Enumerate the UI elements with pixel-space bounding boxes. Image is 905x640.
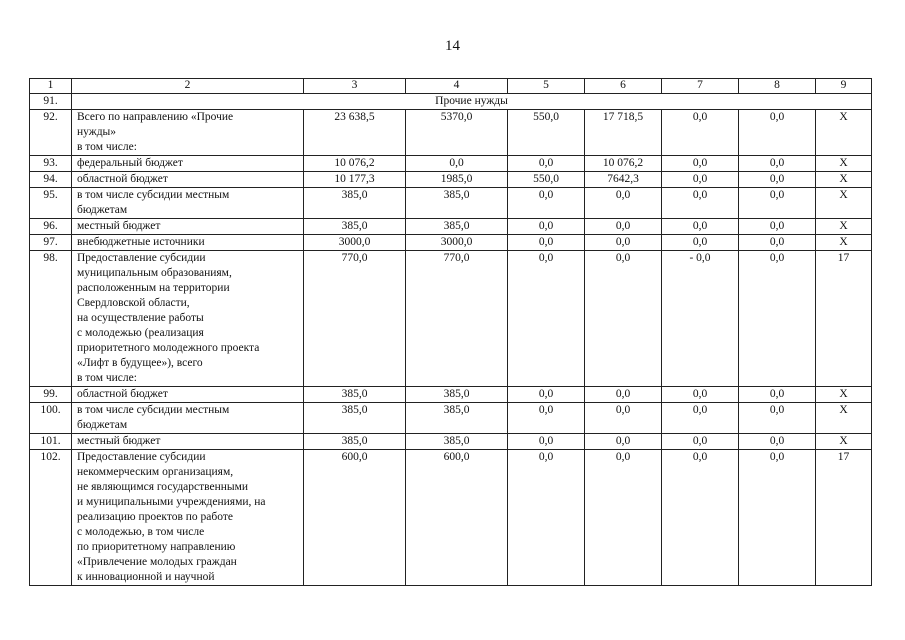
table-row bbox=[30, 94, 872, 110]
row-number: 92. bbox=[30, 110, 72, 156]
value-cell: 0,0 bbox=[508, 450, 585, 586]
row-number: 102. bbox=[30, 450, 72, 586]
value-cell: 0,0 bbox=[406, 156, 508, 172]
value-cell: 10 076,2 bbox=[304, 156, 406, 172]
value-cell: 0,0 bbox=[739, 387, 816, 403]
value-cell: 0,0 bbox=[585, 235, 662, 251]
value-cell: 0,0 bbox=[739, 450, 816, 586]
table-row bbox=[30, 188, 872, 219]
value-cell: 17 718,5 bbox=[585, 110, 662, 156]
row-description: в том числе субсидии местным бюджетам bbox=[72, 188, 304, 219]
value-cell: 3000,0 bbox=[406, 235, 508, 251]
header-cell: 9 bbox=[816, 79, 872, 94]
value-cell: 0,0 bbox=[739, 156, 816, 172]
table-row bbox=[30, 387, 872, 403]
row-description: Всего по направлению «Прочие нужды» в том числе: bbox=[72, 110, 304, 156]
value-cell: 385,0 bbox=[304, 403, 406, 434]
header-cell: 7 bbox=[662, 79, 739, 94]
value-cell: 770,0 bbox=[304, 251, 406, 387]
value-cell: 385,0 bbox=[406, 403, 508, 434]
header-row bbox=[30, 79, 872, 94]
value-cell: 770,0 bbox=[406, 251, 508, 387]
value-cell: 0,0 bbox=[739, 235, 816, 251]
value-cell: 10 076,2 bbox=[585, 156, 662, 172]
value-cell: 600,0 bbox=[304, 450, 406, 586]
value-cell: 0,0 bbox=[662, 110, 739, 156]
row-description: областной бюджет bbox=[72, 172, 304, 188]
value-cell: 0,0 bbox=[662, 172, 739, 188]
value-cell: X bbox=[816, 235, 872, 251]
row-number: 93. bbox=[30, 156, 72, 172]
value-cell: 550,0 bbox=[508, 172, 585, 188]
table-row bbox=[30, 235, 872, 251]
value-cell: 0,0 bbox=[585, 387, 662, 403]
value-cell: 0,0 bbox=[508, 156, 585, 172]
section-title: Прочие нужды bbox=[72, 94, 872, 110]
value-cell: 385,0 bbox=[304, 188, 406, 219]
row-number: 99. bbox=[30, 387, 72, 403]
table-row bbox=[30, 434, 872, 450]
value-cell: 10 177,3 bbox=[304, 172, 406, 188]
header-cell: 2 bbox=[72, 79, 304, 94]
value-cell: 0,0 bbox=[662, 450, 739, 586]
value-cell: X bbox=[816, 387, 872, 403]
row-number: 98. bbox=[30, 251, 72, 387]
value-cell: 0,0 bbox=[662, 235, 739, 251]
value-cell: 1985,0 bbox=[406, 172, 508, 188]
value-cell: 0,0 bbox=[508, 387, 585, 403]
value-cell: 0,0 bbox=[662, 156, 739, 172]
value-cell: X bbox=[816, 110, 872, 156]
value-cell: 385,0 bbox=[304, 387, 406, 403]
page-number: 14 bbox=[445, 38, 460, 54]
value-cell: 5370,0 bbox=[406, 110, 508, 156]
value-cell: 0,0 bbox=[508, 188, 585, 219]
value-cell: 0,0 bbox=[508, 219, 585, 235]
value-cell: 385,0 bbox=[406, 188, 508, 219]
row-description: федеральный бюджет bbox=[72, 156, 304, 172]
value-cell: 0,0 bbox=[662, 387, 739, 403]
value-cell: 0,0 bbox=[585, 450, 662, 586]
table-row bbox=[30, 219, 872, 235]
value-cell: 0,0 bbox=[508, 235, 585, 251]
value-cell: 0,0 bbox=[585, 188, 662, 219]
row-description: областной бюджет bbox=[72, 387, 304, 403]
value-cell: 0,0 bbox=[585, 219, 662, 235]
value-cell: 3000,0 bbox=[304, 235, 406, 251]
value-cell: 385,0 bbox=[406, 219, 508, 235]
table-row bbox=[30, 251, 872, 387]
value-cell: 0,0 bbox=[508, 403, 585, 434]
row-number: 91. bbox=[30, 94, 72, 110]
value-cell: 0,0 bbox=[585, 251, 662, 387]
value-cell: 0,0 bbox=[585, 403, 662, 434]
value-cell: 0,0 bbox=[585, 434, 662, 450]
row-description: местный бюджет bbox=[72, 434, 304, 450]
table-row bbox=[30, 156, 872, 172]
value-cell: 23 638,5 bbox=[304, 110, 406, 156]
value-cell: 385,0 bbox=[406, 387, 508, 403]
value-cell: 385,0 bbox=[304, 219, 406, 235]
value-cell: 0,0 bbox=[662, 403, 739, 434]
row-description: Предоставление субсидии некоммерческим организациям, не являющимся государственными и муниципальными учреждениями, на реализацию проектов по работе с молодежью, в том числе по приоритетному направлению «Привлечение молодых граждан к инновационной и научной bbox=[72, 450, 304, 586]
value-cell: 0,0 bbox=[739, 434, 816, 450]
value-cell: 0,0 bbox=[662, 188, 739, 219]
header-cell: 3 bbox=[304, 79, 406, 94]
value-cell: X bbox=[816, 434, 872, 450]
row-description: Предоставление субсидии муниципальным образованиям, расположенным на территории Свердловской области, на осуществление работы с молодежью (реализация приоритетного молодежного проекта «Лифт в будущее»), всего в том числе: bbox=[72, 251, 304, 387]
value-cell: X bbox=[816, 219, 872, 235]
value-cell: 0,0 bbox=[739, 219, 816, 235]
row-number: 101. bbox=[30, 434, 72, 450]
value-cell: 0,0 bbox=[508, 434, 585, 450]
row-description: местный бюджет bbox=[72, 219, 304, 235]
header-cell: 4 bbox=[406, 79, 508, 94]
value-cell: 0,0 bbox=[739, 403, 816, 434]
value-cell: 17 bbox=[816, 251, 872, 387]
header-cell: 6 bbox=[585, 79, 662, 94]
value-cell: 550,0 bbox=[508, 110, 585, 156]
value-cell: 385,0 bbox=[304, 434, 406, 450]
row-number: 97. bbox=[30, 235, 72, 251]
value-cell: 17 bbox=[816, 450, 872, 586]
table-row bbox=[30, 403, 872, 434]
row-number: 95. bbox=[30, 188, 72, 219]
value-cell: 0,0 bbox=[739, 188, 816, 219]
value-cell: X bbox=[816, 172, 872, 188]
table-row bbox=[30, 450, 872, 586]
value-cell: - 0,0 bbox=[662, 251, 739, 387]
value-cell: 0,0 bbox=[739, 110, 816, 156]
header-cell: 1 bbox=[30, 79, 72, 94]
value-cell: 600,0 bbox=[406, 450, 508, 586]
row-number: 100. bbox=[30, 403, 72, 434]
table-row bbox=[30, 172, 872, 188]
budget-table bbox=[29, 78, 872, 586]
value-cell: 7642,3 bbox=[585, 172, 662, 188]
value-cell: 0,0 bbox=[508, 251, 585, 387]
row-description: в том числе субсидии местным бюджетам bbox=[72, 403, 304, 434]
row-number: 94. bbox=[30, 172, 72, 188]
value-cell: 385,0 bbox=[406, 434, 508, 450]
header-cell: 5 bbox=[508, 79, 585, 94]
value-cell: 0,0 bbox=[739, 251, 816, 387]
value-cell: X bbox=[816, 156, 872, 172]
row-description: внебюджетные источники bbox=[72, 235, 304, 251]
row-number: 96. bbox=[30, 219, 72, 235]
value-cell: 0,0 bbox=[662, 434, 739, 450]
table-row bbox=[30, 110, 872, 156]
value-cell: 0,0 bbox=[662, 219, 739, 235]
value-cell: X bbox=[816, 403, 872, 434]
header-cell: 8 bbox=[739, 79, 816, 94]
value-cell: X bbox=[816, 188, 872, 219]
value-cell: 0,0 bbox=[739, 172, 816, 188]
